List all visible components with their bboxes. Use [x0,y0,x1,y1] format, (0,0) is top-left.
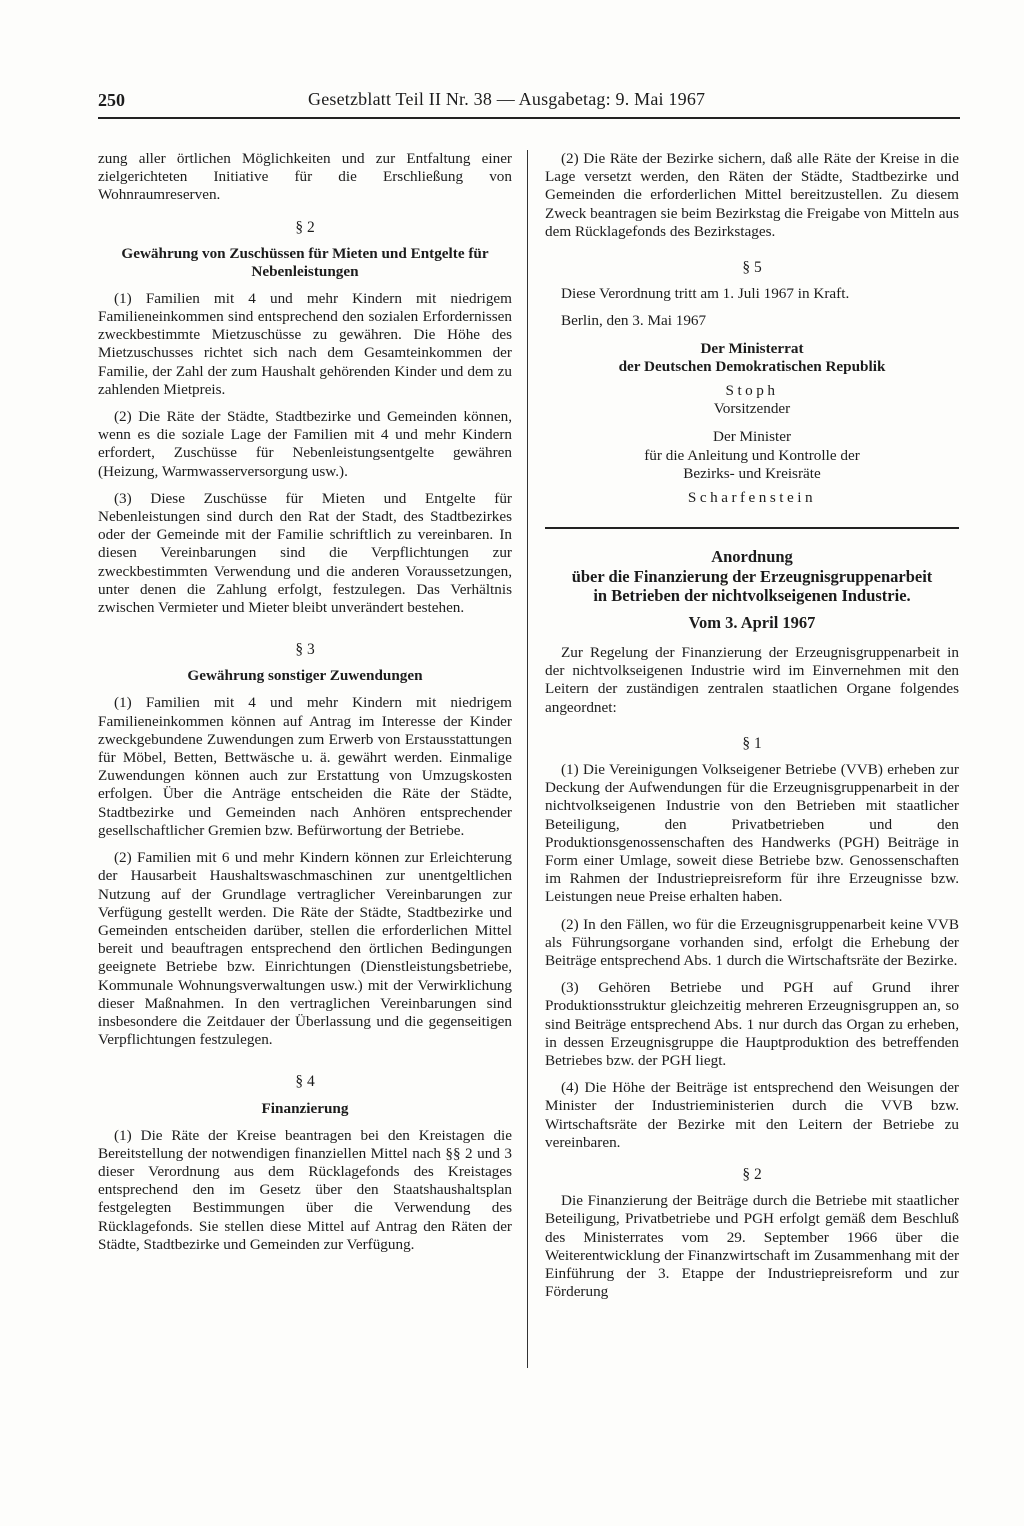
ordinance-section-1-number: § 1 [742,734,762,752]
ordinance-section-1-para-4: (4) Die Höhe der Beiträge ist entsprechend den Weisungen der Minister der Industrieministerien durch die VVB bzw. Wirtschaftsräte der Bezirke mit den Leitern der Betriebe zu vereinbaren. [545,1079,959,1151]
ordinance-section-2-number: § 2 [742,1166,762,1184]
ordinance-section-2-para-1: Die Finanzierung der Beiträge durch die Betriebe mit staatlicher Beteiligung, Privatbetriebe und PGH erfolgt gemäß dem Beschluß des Ministerrates vom 29. September 1966 über die Weiterentwicklung der Finanzwirtschaft im Zusammenhang mit der Einführung der 3. Etappe der Industriepreisreform und zur Förderung [545,1192,959,1301]
ordinance-title-3: in Betrieben der nichtvolkseigenen Industrie. [593,586,911,606]
signer-stoph: Stoph [725,382,779,400]
ordinance-date: Vom 3. April 1967 [688,612,816,632]
left-column [98,150,512,1263]
section-2-para-1: (1) Familien mit 4 und mehr Kindern mit niedrigem Familieneinkommen sind entsprechend den sozialen Erfordernissen zweckbestimmte Mietzuschüsse zu gewähren. Die Höhe des Mietzuschusses richtet sich nach dem Gesamteinkommen der Familie, der Zahl der zum Haushalt gehörenden Kinder und dem zu zahlenden Mietpreis. [98,289,512,398]
ordinance-title-1: Anordnung [711,547,793,567]
intro-paragraph: zung aller örtlichen Möglichkeiten und zur Entfaltung einer zielgerichteten Initiative für die Erschließung von Wohnraumreserven. [98,150,512,204]
minister-line-1: Der Minister [712,428,792,446]
section-3-number: § 3 [295,641,315,659]
minister-line-2: für die Anleitung und Kontrolle der [644,446,860,464]
section-5-para-1: Diese Verordnung tritt am 1. Juli 1967 in Kraft. [561,285,850,303]
section-5-number: § 5 [742,259,762,277]
council-line-2: der Deutschen Demokratischen Republik [618,357,886,375]
section-2-para-3: (3) Diese Zuschüsse für Mieten und Entgelte für Nebenleistungen sind durch den Rat der Stadt, des Stadtbezirkes oder der Gemeinde mit der Familie schriftlich zu vereinbaren. In diesen Vereinbarungen sind die Verpflichtungen zur zweckbestimmten Verwendung und die anderen Voraussetzungen, unter denen die Zahlung erfolgt, festzulegen. Das Verhältnis zwischen Vermieter und Mieter bleibt unverändert bestehen. [98,489,512,617]
section-3-title: Gewährung sonstiger Zuwendungen [187,667,423,685]
ordinance-title-2: über die Finanzierung der Erzeugnisgruppenarbeit [571,566,933,586]
signer-scharfenstein: Scharfenstein [687,489,817,507]
council-line-1: Der Ministerrat [700,339,804,357]
ordinance-section-1-para-1: (1) Die Vereinigungen Volkseigener Betriebe (VVB) erheben zur Deckung der Aufwendungen für die Erzeugnisgruppenarbeit in der nichtvolkseigenen Industrie von den Betrieben mit staatlicher Beteiligung, den Privatbetrieben und den Produktionsgenossenschaften des Handwerks (PGH) Beiträge in Form einer Umlage, soweit diese Betriebe bzw. Genossenschaften im Rahmen der Industriepreisreform für ihre Erzeugnisse bzw. Leistungen neue Preise erhalten haben. [545,760,959,906]
column-divider [527,150,528,1368]
section-3-para-1: (1) Familien mit 4 und mehr Kindern mit niedrigem Familieneinkommen können auf Antrag im Interesse der Kinder zweckgebundene Zuwendungen zum Erwerb von Erstausstattungen für Möbel, Betten, Bettwäsche u. ä. gewährt werden. Einmalige Zuwendungen können auch zur Erstattung von Umzugskosten erfolgen. Über die Anträge entscheiden die Räte der Städte, Stadtbezirke und Gemeinden nach Anhören entsprechender gesellschaftlicher Gremien bzw. Befürwortung der Betriebe. [98,694,512,839]
header-title: Gesetzblatt Teil II Nr. 38 — Ausgabetag: 9. Mai 1967 [308,89,706,109]
section-4-para-2: (2) Die Räte der Bezirke sichern, daß alle Räte der Kreise in die Lage versetzt werden, den Räten der Städte, Stadtbezirke und Gemeinden die erforderlichen Mittel bereitzustellen. Zu diesem Zweck beantragen sie beim Bezirkstag die Freigabe von Mitteln aus dem Rücklagefonds des Bezirkstages. [545,150,959,240]
header-rule [98,117,960,119]
section-4-para-1: (1) Die Räte der Kreise beantragen bei den Kreistagen die Bereitstellung der notwendigen finanziellen Mittel nach §§ 2 und 3 dieser Verordnung aus dem Rücklagefonds des Kreistages entsprechend den im Gesetz über den Staatshaushaltsplan festgelegten Bestimmungen über die Verwendung des Rücklagefonds. Sie stellen diese Mittel auf Antrag den Räten der Städte, Stadtbezirke und Gemeinden zur Verfügung. [98,1126,512,1253]
right-column [545,150,959,1310]
separator-rule [545,527,959,529]
section-4-number: § 4 [295,1073,315,1091]
section-3-para-2: (2) Familien mit 6 und mehr Kindern können zur Erleichterung der Hausarbeit Haushaltswaschmaschinen zur unentgeltlichen Nutzung auf der Grundlage vertraglicher Vereinbarungen zur Verfügung gestellt werden. Die Räte der Städte, Stadtbezirke und Gemeinden entscheiden darüber, stellen die erforderlichen Mittel bereit und beauftragen entsprechend den örtlichen Bedingungen geeignete Betriebe bzw. Einrichtungen (Dienstleistungsbetriebe, Kommunale Wohnungsverwaltungen usw.) mit der Verwirklichung dieser Maßnahmen. In den vertraglichen Vereinbarungen sind insbesondere die Zeitdauer der Überlassung und die gegenseitigen Verpflichtungen festzulegen. [98,849,512,1049]
section-2-number: § 2 [295,218,315,236]
signature-block [545,340,959,508]
place-date: Berlin, den 3. Mai 1967 [561,312,707,330]
page-number: 250 [98,90,125,110]
section-2-title: Gewährung von Zuschüssen für Mieten und Entgelte für Nebenleistungen [121,244,489,280]
ordinance-section-1-para-2: (2) In den Fällen, wo für die Erzeugnisgruppenarbeit keine VVB als Führungsorgane vorhanden sind, erfolgt die Erhebung der Beiträge entsprechend Abs. 1 durch die Wirtschaftsräte der Bezirke. [545,915,959,969]
page-header [98,86,962,116]
signer-stoph-role: Vorsitzender [713,400,791,418]
ordinance-intro: Zur Regelung der Finanzierung der Erzeugnisgruppenarbeit in der nichtvolkseigenen Industrie wird im Einvernehmen mit den Leitern der zuständigen zentralen staatlichen Organe folgendes angeordnet: [545,643,959,716]
minister-line-3: Bezirks- und Kreisräte [683,464,821,482]
ordinance-section-1-para-3: (3) Gehören Betriebe und PGH auf Grund ihrer Produktionsstruktur gleichzeitig mehreren Erzeugnisgruppen an, so sind Beiträge entsprechend Abs. 1 nur durch das Organ zu erheben, in dessen Erzeugnisgruppe die Hauptproduktion des betreffenden Betriebes bzw. der PGH liegt. [545,979,959,1070]
section-4-title: Finanzierung [261,1099,349,1117]
section-2-para-2: (2) Die Räte der Städte, Stadtbezirke und Gemeinden können, wenn es die soziale Lage der Familien mit 4 und mehr Kindern erfordert, Zuschüsse für Nebenleistungsentgelte gewähren (Heizung, Warmwasserversorgung usw.). [98,408,512,480]
